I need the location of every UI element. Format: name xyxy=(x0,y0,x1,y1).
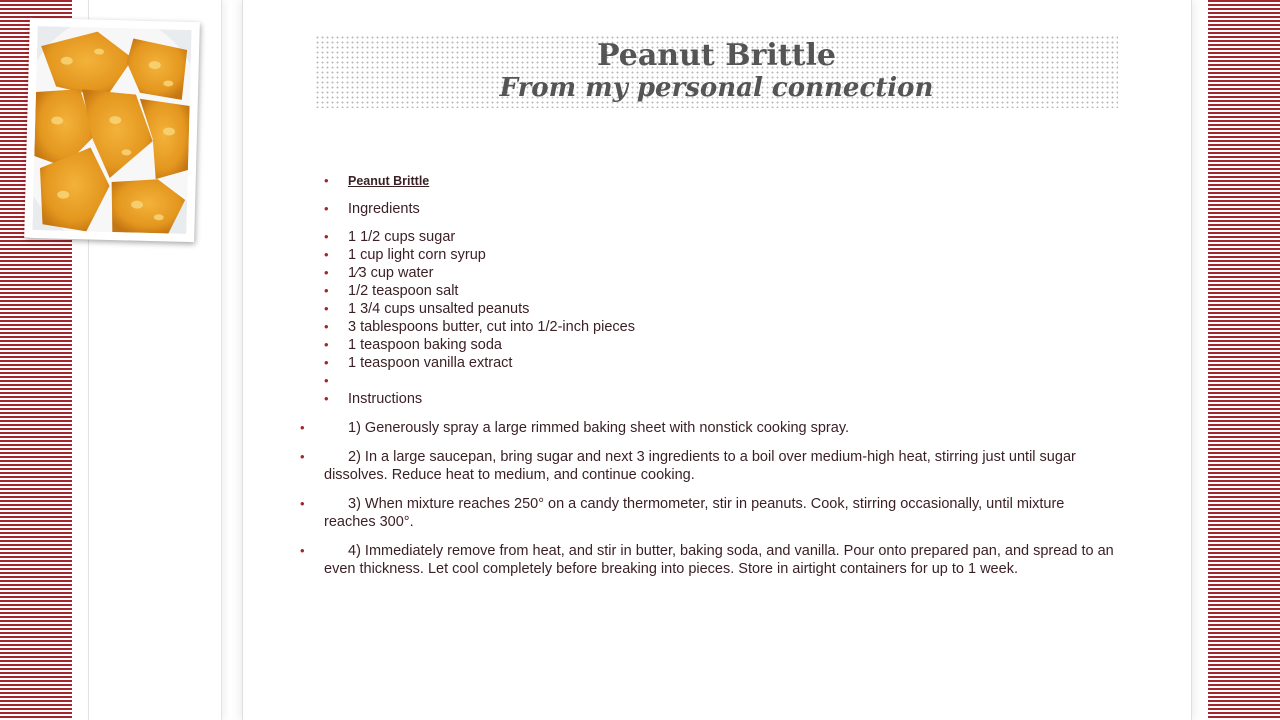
recipe-heading: Peanut Brittle xyxy=(348,174,430,188)
ingredient-item: • 1⁄3 cup water xyxy=(324,264,1114,282)
instruction-step: • 3) When mixture reaches 250° on a candy thermometer, stir in peanuts. Cook, stirring occasionally, until mixture reaches 300°. xyxy=(324,495,1114,531)
ingredient-item: • 1/2 teaspoon salt xyxy=(324,282,1114,300)
empty-bullet-item xyxy=(324,372,1114,390)
instruction-step: • 1) Generously spray a large rimmed baking sheet with nonstick cooking spray. xyxy=(324,419,1114,437)
ingredient-item: • 1 3/4 cups unsalted peanuts xyxy=(324,300,1114,318)
right-stripe-band xyxy=(1208,0,1280,720)
instruction-step: • 2) In a large saucepan, bring sugar and next 3 ingredients to a boil over medium-high heat, stirring just until sugar dissolves. Reduce heat to medium, and continue cooking. xyxy=(324,448,1114,484)
page-subtitle: From my personal connection xyxy=(499,73,934,103)
ingredient-item: • 1 teaspoon vanilla extract xyxy=(324,354,1114,372)
ingredients-label: • Ingredients xyxy=(324,200,1114,218)
ingredient-item: • 1 1/2 cups sugar xyxy=(324,228,1114,246)
instructions-label: • Instructions xyxy=(324,390,1114,408)
recipe-heading-item xyxy=(324,172,1114,190)
ingredient-item: • 1 teaspoon baking soda xyxy=(324,336,1114,354)
page-title: Peanut Brittle xyxy=(597,38,836,73)
peanut-brittle-photo xyxy=(24,18,200,242)
recipe-body xyxy=(324,172,1114,578)
ingredient-item: • 1 cup light corn syrup xyxy=(324,246,1114,264)
ingredient-item: • 3 tablespoons butter, cut into 1/2-inch pieces xyxy=(324,318,1114,336)
peanut-brittle-image xyxy=(32,26,191,234)
instruction-step: • 4) Immediately remove from heat, and stir in butter, baking soda, and vanilla. Pour onto prepared pan, and spread to an even thickness. Let cool completely before breaking into pieces. Store in airtight containers for up to 1 week. xyxy=(324,542,1114,578)
title-box xyxy=(315,35,1118,108)
